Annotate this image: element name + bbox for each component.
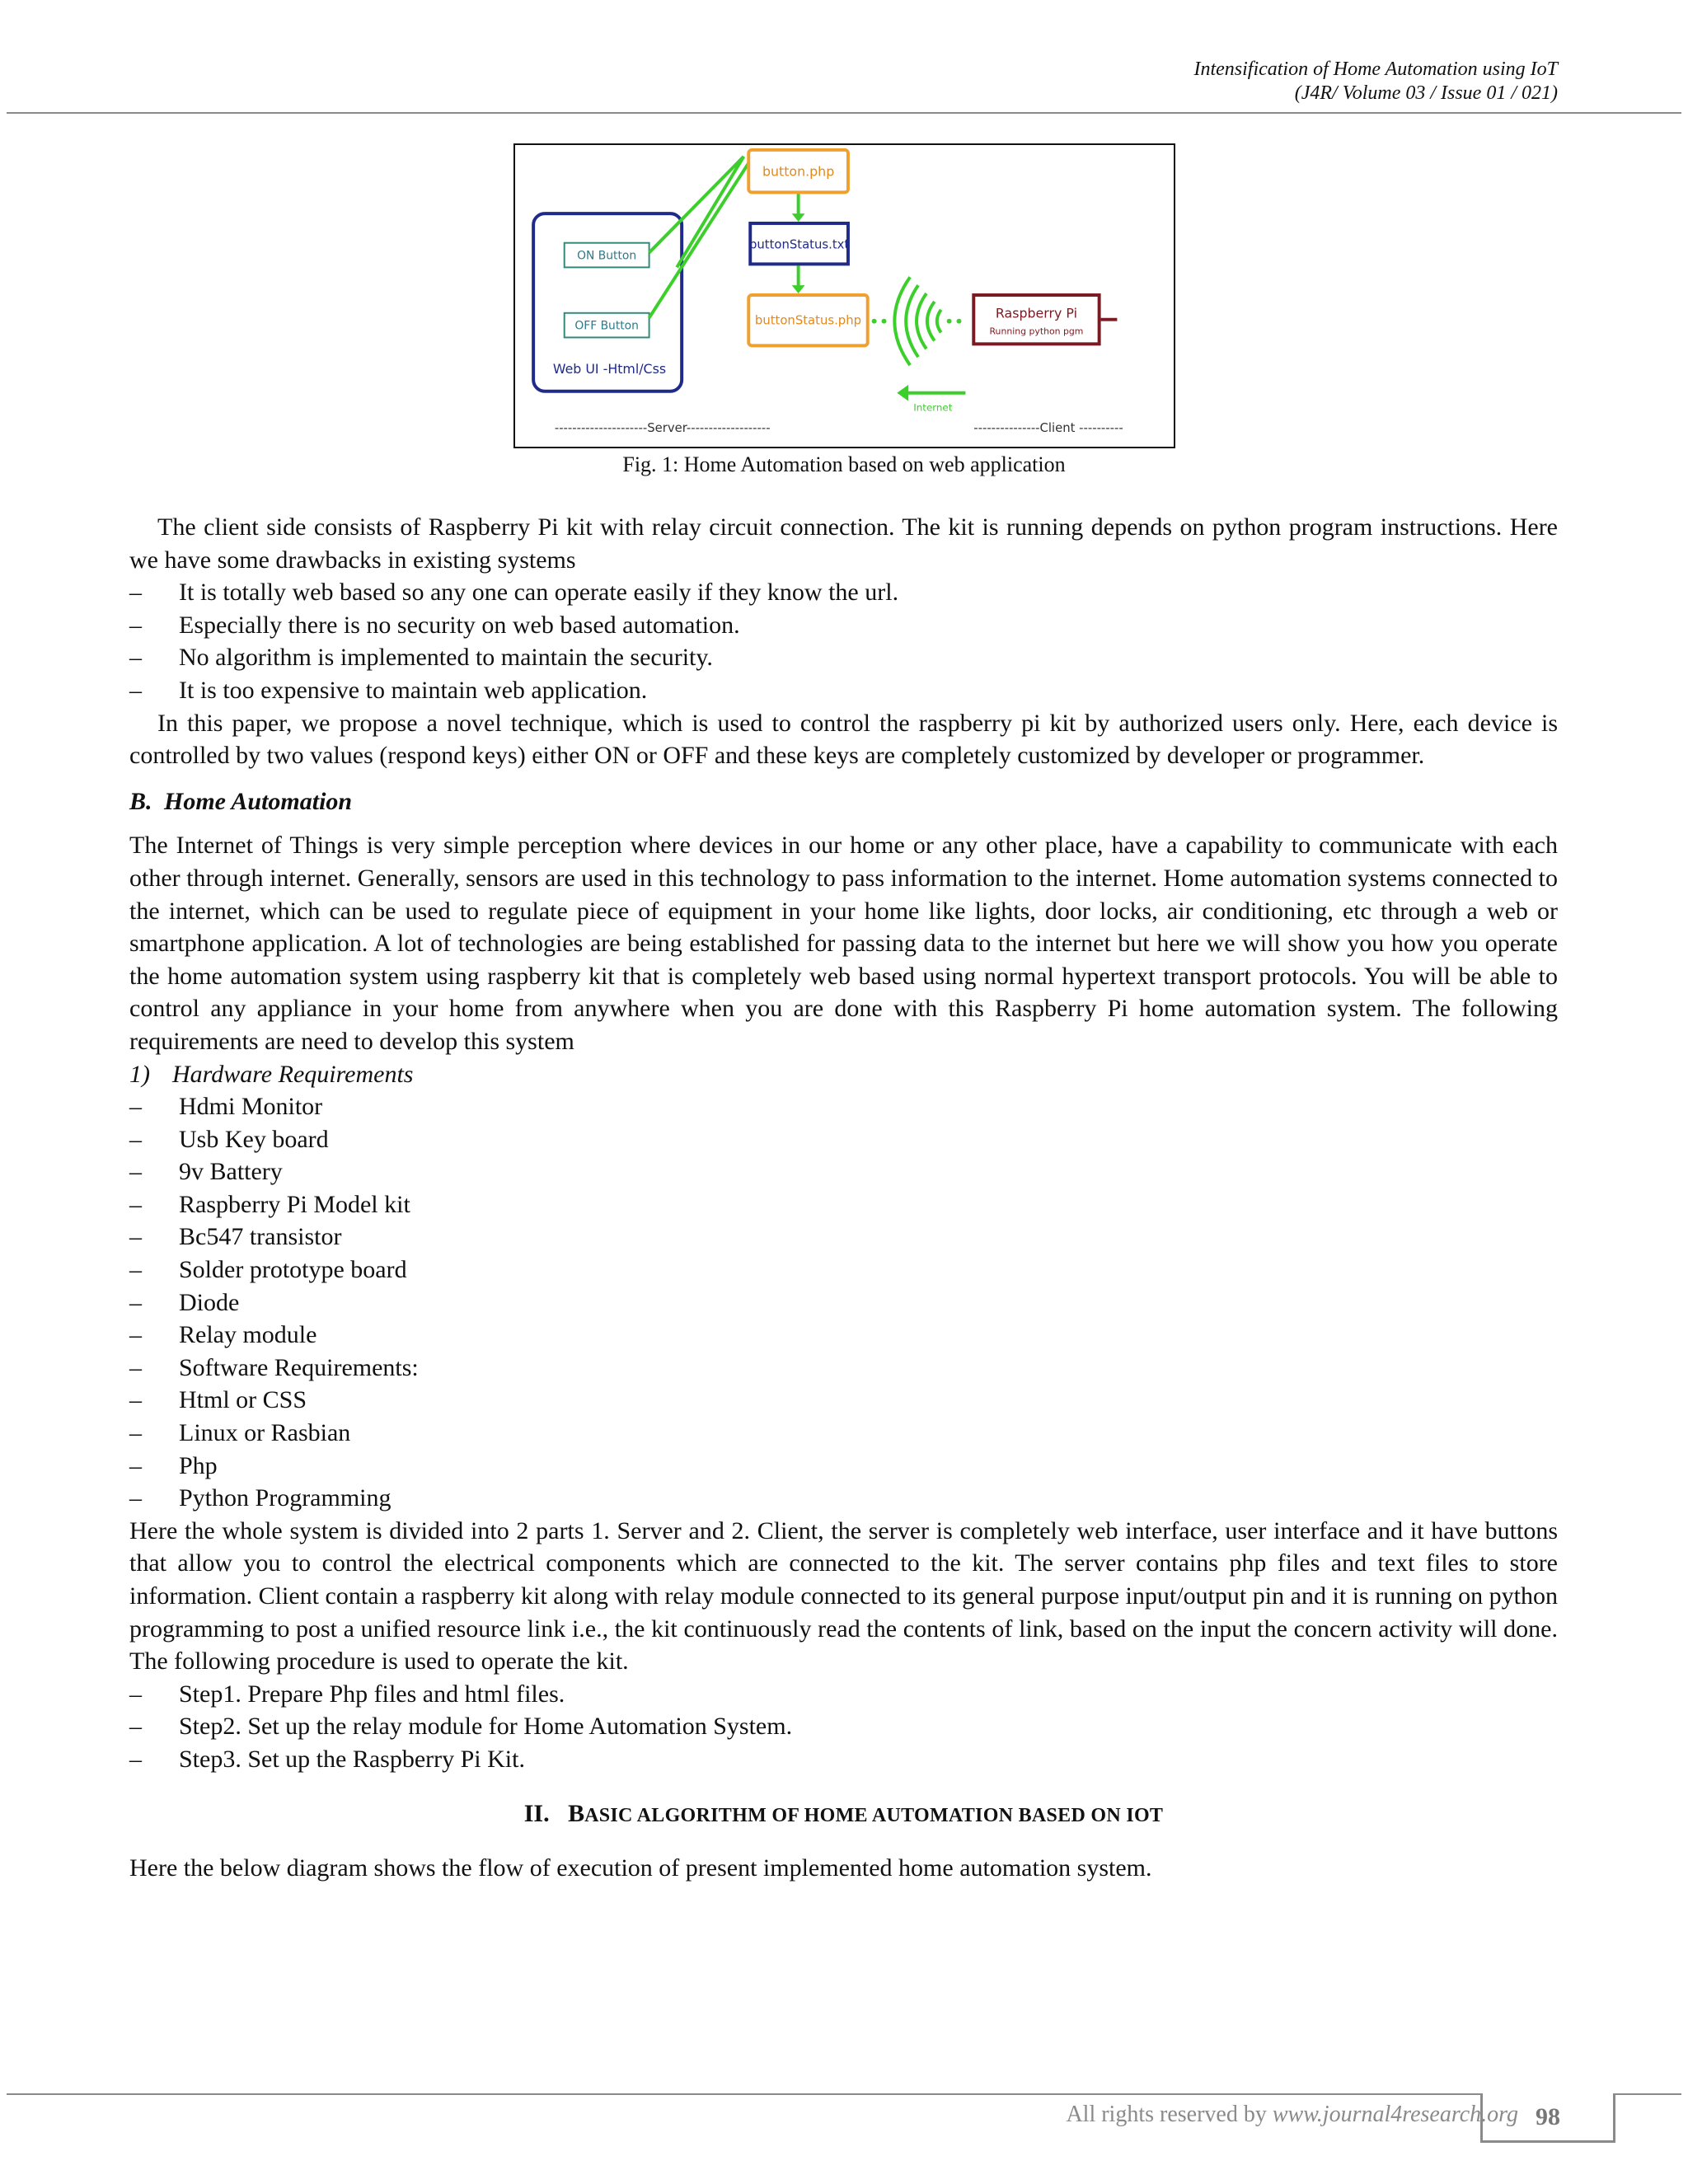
dash-mark: – xyxy=(129,1713,142,1741)
link-off-to-php xyxy=(649,163,749,318)
step-text: Step2. Set up the relay module for Home Automation System. xyxy=(179,1713,793,1741)
footer-rights-text: All rights reserved by xyxy=(1066,2102,1273,2127)
link-ui-to-php xyxy=(677,157,743,268)
signal-arc-2 xyxy=(917,293,926,349)
section-b-number: B. xyxy=(129,787,152,815)
requirement-item xyxy=(129,1254,1558,1286)
requirement-text: Raspberry Pi Model kit xyxy=(179,1190,410,1218)
section-2-heading xyxy=(129,1797,1558,1833)
requirement-text: Relay module xyxy=(179,1321,317,1349)
dash-mark: – xyxy=(129,1256,142,1284)
signal-arc-5 xyxy=(894,277,910,365)
dot-1 xyxy=(872,319,877,324)
running-header xyxy=(1193,58,1558,105)
dash-mark: – xyxy=(129,1353,142,1381)
button-status-php-label: buttonStatus.php xyxy=(754,313,862,328)
internet-arrow-head xyxy=(897,385,908,401)
dash-mark: – xyxy=(129,644,142,672)
dash-mark: – xyxy=(129,1288,142,1316)
step-item xyxy=(129,1743,1558,1776)
internet-label: Internet xyxy=(913,401,953,414)
dash-mark: – xyxy=(129,1223,142,1251)
drawback-text: Especially there is no security on web based automation. xyxy=(179,611,740,639)
page-number: 98 xyxy=(1480,2093,1615,2143)
requirement-text: 9v Battery xyxy=(179,1158,283,1186)
link-on-to-php xyxy=(649,157,744,253)
dash-mark: – xyxy=(129,1451,142,1479)
off-button-label: OFF Button xyxy=(574,319,639,333)
requirement-text: Html or CSS xyxy=(179,1386,307,1414)
requirement-text: Solder prototype board xyxy=(179,1256,407,1284)
footer-site-link[interactable]: www.journal4research.org xyxy=(1272,2102,1518,2127)
requirement-text: Usb Key board xyxy=(179,1125,329,1153)
section-b-heading xyxy=(129,785,1558,818)
arrow-head-2 xyxy=(792,285,805,293)
step-item xyxy=(129,1710,1558,1743)
section-2-title: ASIC ALGORITHM OF HOME AUTOMATION BASED ON IOT xyxy=(584,1804,1164,1826)
requirement-item xyxy=(129,1417,1558,1450)
button-php-label: button.php xyxy=(762,163,835,180)
dash-mark: – xyxy=(129,1190,142,1218)
intro-paragraph-2: In this paper, we propose a novel technique, which is used to control the raspberry pi kit by authorized users only. Here, each device is controlled by two values (respond keys) either ON or OFF and these keys are completely customized by developer or programmer. xyxy=(129,709,1558,770)
hardware-number: 1) xyxy=(129,1060,150,1088)
dash-mark: – xyxy=(129,1158,142,1186)
header-issue: (J4R/ Volume 03 / Issue 01 / 021) xyxy=(1294,82,1558,104)
hardware-heading xyxy=(129,1058,1558,1091)
step-text: Step1. Prepare Php files and html files. xyxy=(179,1680,565,1708)
dot-4 xyxy=(957,319,962,324)
requirement-item xyxy=(129,1123,1558,1156)
requirement-item xyxy=(129,1286,1558,1319)
raspberry-pi-label: Raspberry Pi xyxy=(995,305,1077,321)
requirement-text: Bc547 transistor xyxy=(179,1223,342,1251)
web-ui-label: Web UI -Html/Css xyxy=(552,360,667,377)
dash-mark: – xyxy=(129,676,142,704)
requirement-text: Python Programming xyxy=(179,1484,392,1512)
dash-mark: – xyxy=(129,611,142,639)
dash-mark: – xyxy=(129,1745,142,1773)
drawback-item xyxy=(129,576,1558,609)
dash-mark: – xyxy=(129,579,142,607)
client-label: ---------------Client ---------- xyxy=(973,421,1123,436)
requirement-item xyxy=(129,1482,1558,1515)
requirement-text: Software Requirements: xyxy=(179,1353,419,1381)
dash-mark: – xyxy=(129,1321,142,1349)
drawback-item xyxy=(129,641,1558,674)
arrow-head-1 xyxy=(792,213,805,222)
dot-2 xyxy=(882,319,887,324)
signal-arc-4 xyxy=(937,310,941,333)
section-2-initial: B xyxy=(568,1799,585,1827)
footer-rule-right xyxy=(1615,2093,1681,2095)
signal-arc-3 xyxy=(927,302,935,340)
body-text xyxy=(129,511,1558,1885)
figure-1 xyxy=(513,143,1175,448)
hardware-title: Hardware Requirements xyxy=(172,1060,414,1088)
step-item xyxy=(129,1678,1558,1711)
step-text: Step3. Set up the Raspberry Pi Kit. xyxy=(179,1745,525,1773)
section-b-paragraph-2: Here the whole system is divided into 2 parts 1. Server and 2. Client, the server is completely web interface, user interface and it have buttons that allow you to control the electrical components which are connected to the kit. The server contains php files and text files to store information. Client contain a raspberry kit along with relay module connected to its general purpose input/output pin and it is running on python programming to post a unified resource link i.e., the kit continuously read the contents of link, based on the input the concern activity will done. The following procedure is used to operate the kit. xyxy=(129,1516,1558,1675)
requirement-text: Linux or Rasbian xyxy=(179,1419,351,1447)
section-b-title: Home Automation xyxy=(164,787,353,815)
dash-mark: – xyxy=(129,1125,142,1153)
dash-mark: – xyxy=(129,1386,142,1414)
figure-caption: Fig. 1: Home Automation based on web application xyxy=(622,452,1066,476)
header-rule xyxy=(7,112,1681,114)
drawback-text: No algorithm is implemented to maintain the security. xyxy=(179,644,713,672)
requirement-item xyxy=(129,1221,1558,1254)
requirement-item xyxy=(129,1090,1558,1123)
dash-mark: – xyxy=(129,1419,142,1447)
requirement-text: Php xyxy=(179,1451,218,1479)
intro-paragraph-1: The client side consists of Raspberry Pi kit with relay circuit connection. The kit is running depends on python program instructions. Here we have some drawbacks in existing systems xyxy=(129,513,1558,574)
requirement-item xyxy=(129,1352,1558,1385)
requirement-item xyxy=(129,1155,1558,1188)
drawback-text: It is too expensive to maintain web application. xyxy=(179,676,648,704)
section-2-number: II. xyxy=(523,1799,550,1827)
requirement-text: Diode xyxy=(179,1288,240,1316)
server-label: ---------------------Server------------------- xyxy=(554,421,771,436)
requirement-text: Hdmi Monitor xyxy=(179,1093,323,1121)
figure-diagram xyxy=(515,145,1174,447)
requirement-item xyxy=(129,1384,1558,1417)
dash-mark: – xyxy=(129,1680,142,1708)
header-title: Intensification of Home Automation using IoT xyxy=(1193,59,1558,80)
footer-rights xyxy=(1066,2102,1518,2128)
drawback-item xyxy=(129,609,1558,642)
on-button-label: ON Button xyxy=(577,249,637,263)
dash-mark: – xyxy=(129,1093,142,1121)
requirement-item xyxy=(129,1450,1558,1483)
dash-mark: – xyxy=(129,1484,142,1512)
requirement-item xyxy=(129,1188,1558,1221)
button-status-txt-label: buttonStatus.txt xyxy=(748,237,850,252)
section-2-paragraph: Here the below diagram shows the flow of execution of present implemented home automation system. xyxy=(129,1854,1152,1882)
running-label: Running python pgm xyxy=(989,326,1084,337)
drawback-item xyxy=(129,674,1558,707)
requirement-item xyxy=(129,1319,1558,1352)
dot-3 xyxy=(947,319,952,324)
footer-rule xyxy=(7,2093,1480,2095)
drawback-text: It is totally web based so any one can operate easily if they know the url. xyxy=(179,579,899,607)
section-b-paragraph: The Internet of Things is very simple perception where devices in our home or any other place, have a capability to communicate with each other through internet. Generally, sensors are used in this technology to pass information to the internet. Home automation systems connected to the internet, which can be used to regulate piece of equipment in your home like lights, door locks, air conditioning, etc through a web or smartphone application. A lot of technologies are being established for passing data to the internet but here we will show you how you operate the home automation system using raspberry kit that is completely web based using normal hypertext transport protocols. You will be able to control any appliance in your home from anywhere when you are done with this Raspberry Pi home automation system. The following requirements are need to develop this system xyxy=(129,832,1558,1055)
